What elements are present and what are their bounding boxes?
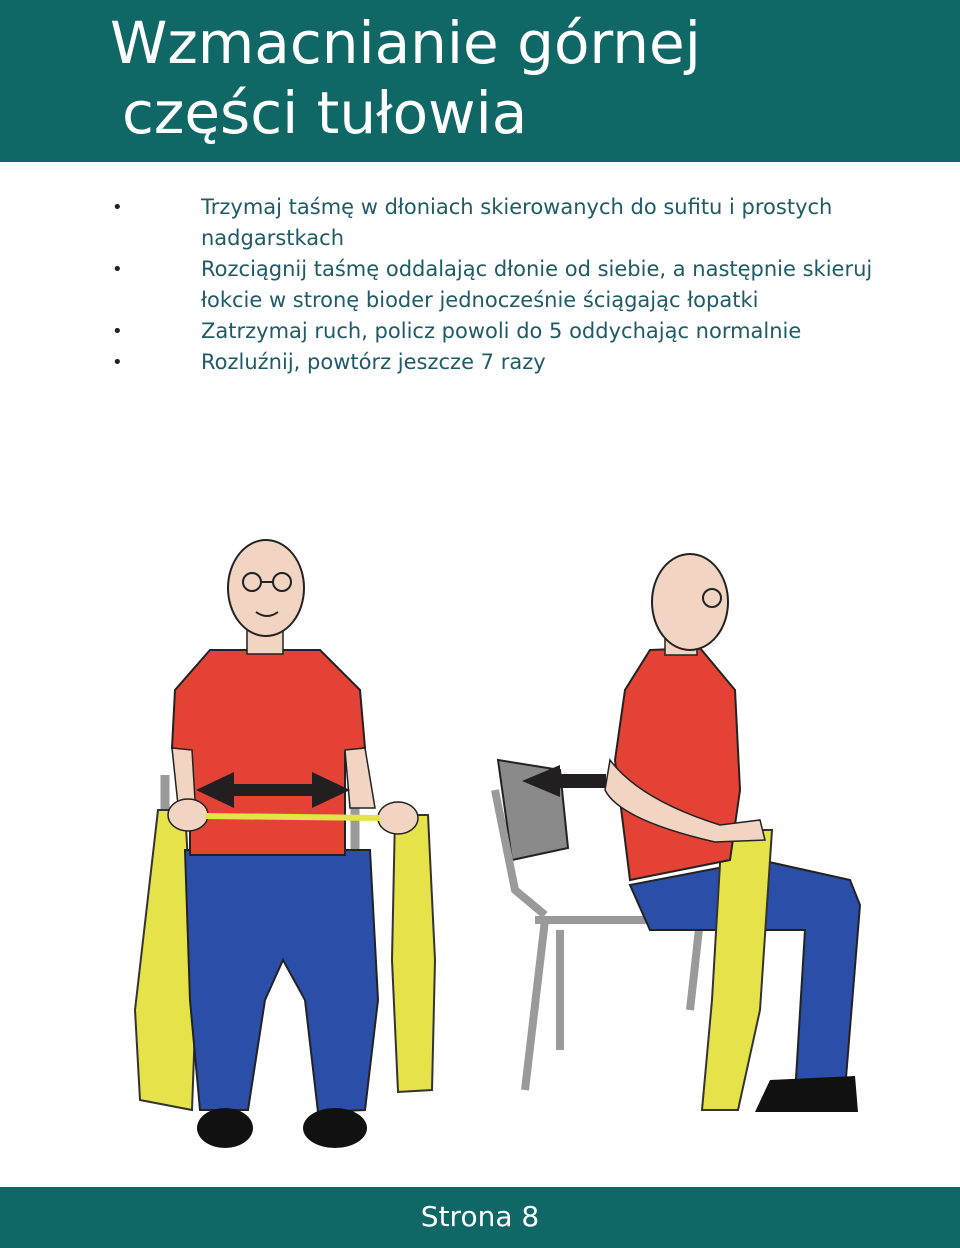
front-view-figure bbox=[135, 540, 435, 1148]
side-head bbox=[652, 554, 728, 650]
instruction-item bbox=[112, 316, 912, 347]
band-stretched bbox=[205, 816, 380, 818]
side-view-figure bbox=[495, 554, 860, 1112]
front-pants bbox=[185, 850, 378, 1112]
band-right bbox=[392, 815, 435, 1092]
instruction-text: Rozciągnij taśmę oddalając dłonie od siebie, a następnie skieruj łokcie w stronę bioder jednocześnie ściągając łopatki bbox=[201, 257, 873, 312]
front-shoe-right bbox=[303, 1108, 367, 1148]
title-line-2: części tułowia bbox=[122, 79, 528, 147]
instruction-text: Zatrzymaj ruch, policz powoli do 5 oddychając normalnie bbox=[201, 319, 802, 343]
instruction-text: Rozluźnij, powtórz jeszcze 7 razy bbox=[201, 350, 546, 374]
bullet-icon: • bbox=[112, 197, 123, 218]
page-number: Strona 8 bbox=[420, 1200, 540, 1233]
instruction-item bbox=[112, 192, 912, 254]
front-shoe-left bbox=[197, 1108, 253, 1148]
bullet-icon: • bbox=[112, 321, 123, 342]
front-arm-left bbox=[172, 748, 195, 805]
bullet-icon: • bbox=[112, 259, 123, 280]
front-hand-left bbox=[168, 799, 208, 831]
instruction-text: Trzymaj taśmę w dłoniach skierowanych do sufitu i prostych nadgarstkach bbox=[201, 195, 833, 250]
side-shoe bbox=[755, 1076, 858, 1112]
front-arm-right bbox=[345, 748, 375, 808]
bullet-icon: • bbox=[112, 352, 123, 373]
page-title bbox=[110, 8, 930, 148]
front-hand-right bbox=[378, 802, 418, 834]
exercise-illustration bbox=[0, 520, 960, 1160]
header-bar bbox=[0, 0, 960, 162]
instruction-item bbox=[112, 254, 912, 316]
instruction-list bbox=[112, 192, 912, 378]
title-line-1: Wzmacnianie górnej bbox=[110, 9, 701, 77]
side-shirt bbox=[615, 648, 740, 880]
front-head bbox=[228, 540, 304, 636]
instruction-item bbox=[112, 347, 912, 378]
